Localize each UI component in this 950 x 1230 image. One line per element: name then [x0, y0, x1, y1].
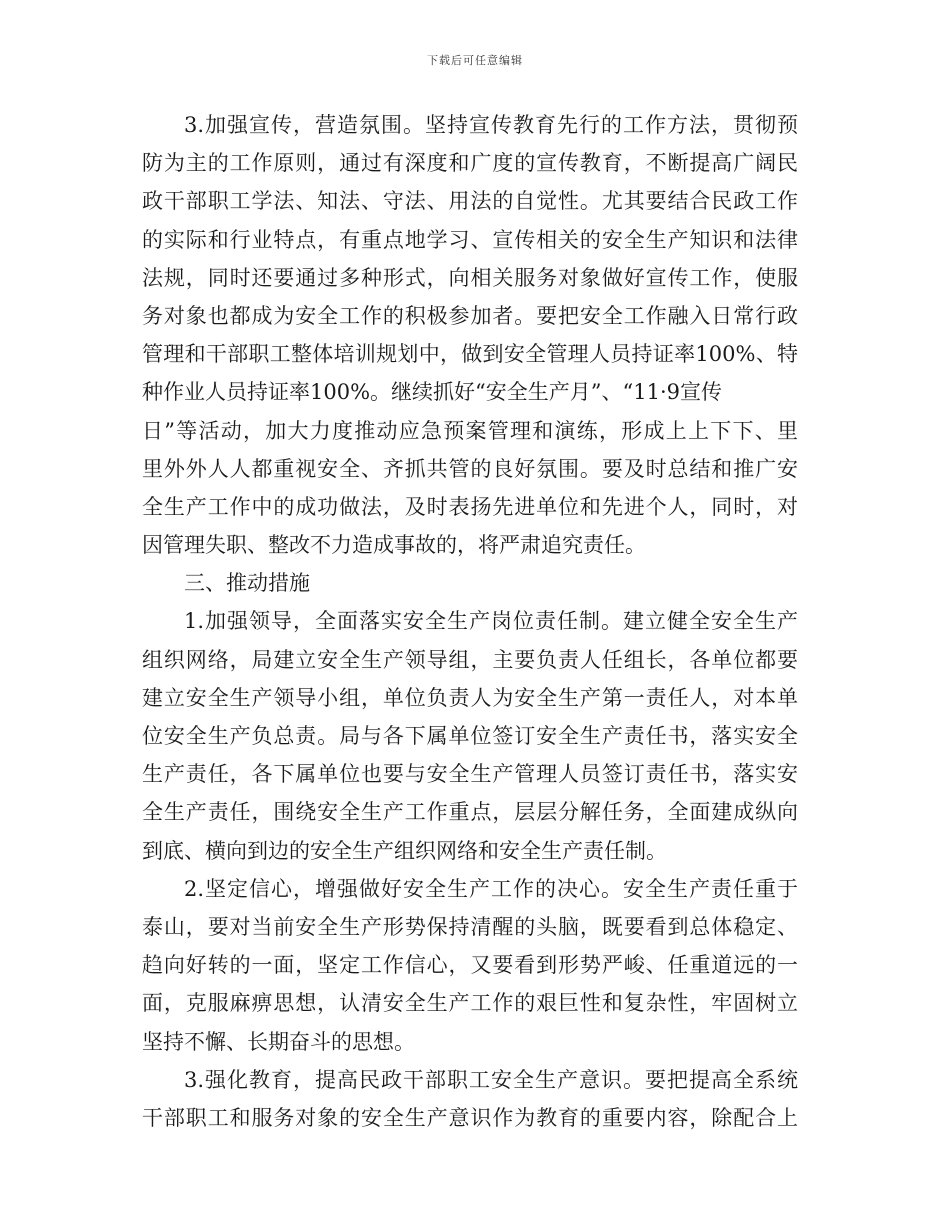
text-line: 因管理失职、整改不力造成事故的，将严肃追究责任。: [142, 533, 646, 558]
text-line: 面，克服麻痹思想，认清安全生产工作的艰巨性和复杂性，牢固树立: [142, 991, 798, 1016]
text-line: 里外外人人都重视安全、齐抓共管的良好氛围。要及时总结和推广安: [142, 456, 798, 481]
text-line: 坚持不懈、长期奋斗的思想。: [142, 1029, 415, 1054]
text-line: 务对象也都成为安全工作的积极参加者。要把安全工作融入日常行政: [142, 303, 798, 328]
document-body: [142, 106, 798, 1137]
text-line: 生产责任，各下属单位也要与安全生产管理人员签订责任书，落实安: [142, 762, 798, 787]
text-line: 三、推动措施: [184, 571, 310, 596]
text-line: 的实际和行业特点，有重点地学习、宣传相关的安全生产知识和法律: [142, 227, 798, 252]
text-line: 种作业人员持证率100%。继续抓好“安全生产月”、“11·9宣传: [142, 380, 723, 405]
text-line: 建立安全生产领导小组，单位负责人为安全生产第一责任人，对本单: [142, 685, 798, 710]
text-line: 位安全生产负总责。局与各下属单位签订安全生产责任书，落实安全: [142, 724, 798, 748]
text-line: 2.坚定信心，增强做好安全生产工作的决心。安全生产责任重于: [184, 876, 798, 901]
text-line: 趋向好转的一面，坚定工作信心，又要看到形势严峻、任重道远的一: [142, 953, 798, 978]
text-line: 1.加强领导，全面落实安全生产岗位责任制。建立健全安全生产: [184, 609, 798, 634]
text-line: 全生产工作中的成功做法，及时表扬先进单位和先进个人，同时，对: [142, 494, 798, 519]
text-line: 全生产责任，围绕安全生产工作重点，层层分解任务，全面建成纵向: [142, 800, 798, 825]
text-line: 组织网络，局建立安全生产领导组，主要负责人任组长，各单位都要: [142, 647, 798, 672]
text-line: 干部职工和服务对象的安全生产意识作为教育的重要内容，除配合上: [142, 1105, 798, 1130]
page-header: 下载后可任意编辑: [427, 54, 523, 67]
text-line: 泰山，要对当前安全生产形势保持清醒的头脑，既要看到总体稳定、: [142, 914, 798, 939]
text-line: 防为主的工作原则，通过有深度和广度的宣传教育，不断提高广阔民: [142, 151, 798, 176]
text-line: 日”等活动，加大力度推动应急预案管理和演练，形成上上下下、里: [142, 418, 798, 443]
text-line: 3.加强宣传，营造氛围。坚持宣传教育先行的工作方法，贯彻预: [184, 113, 798, 137]
text-line: 法规，同时还要通过多种形式，向相关服务对象做好宣传工作，使服: [142, 265, 798, 290]
text-line: 管理和干部职工整体培训规划中，做到安全管理人员持证率100%、特: [142, 342, 798, 367]
text-line: 3.强化教育，提高民政干部职工安全生产意识。要把提高全系统: [184, 1067, 798, 1092]
text-line: 到底、横向到边的安全生产组织网络和安全生产责任制。: [142, 838, 667, 863]
text-line: 政干部职工学法、知法、守法、用法的自觉性。尤其要结合民政工作: [142, 189, 798, 214]
